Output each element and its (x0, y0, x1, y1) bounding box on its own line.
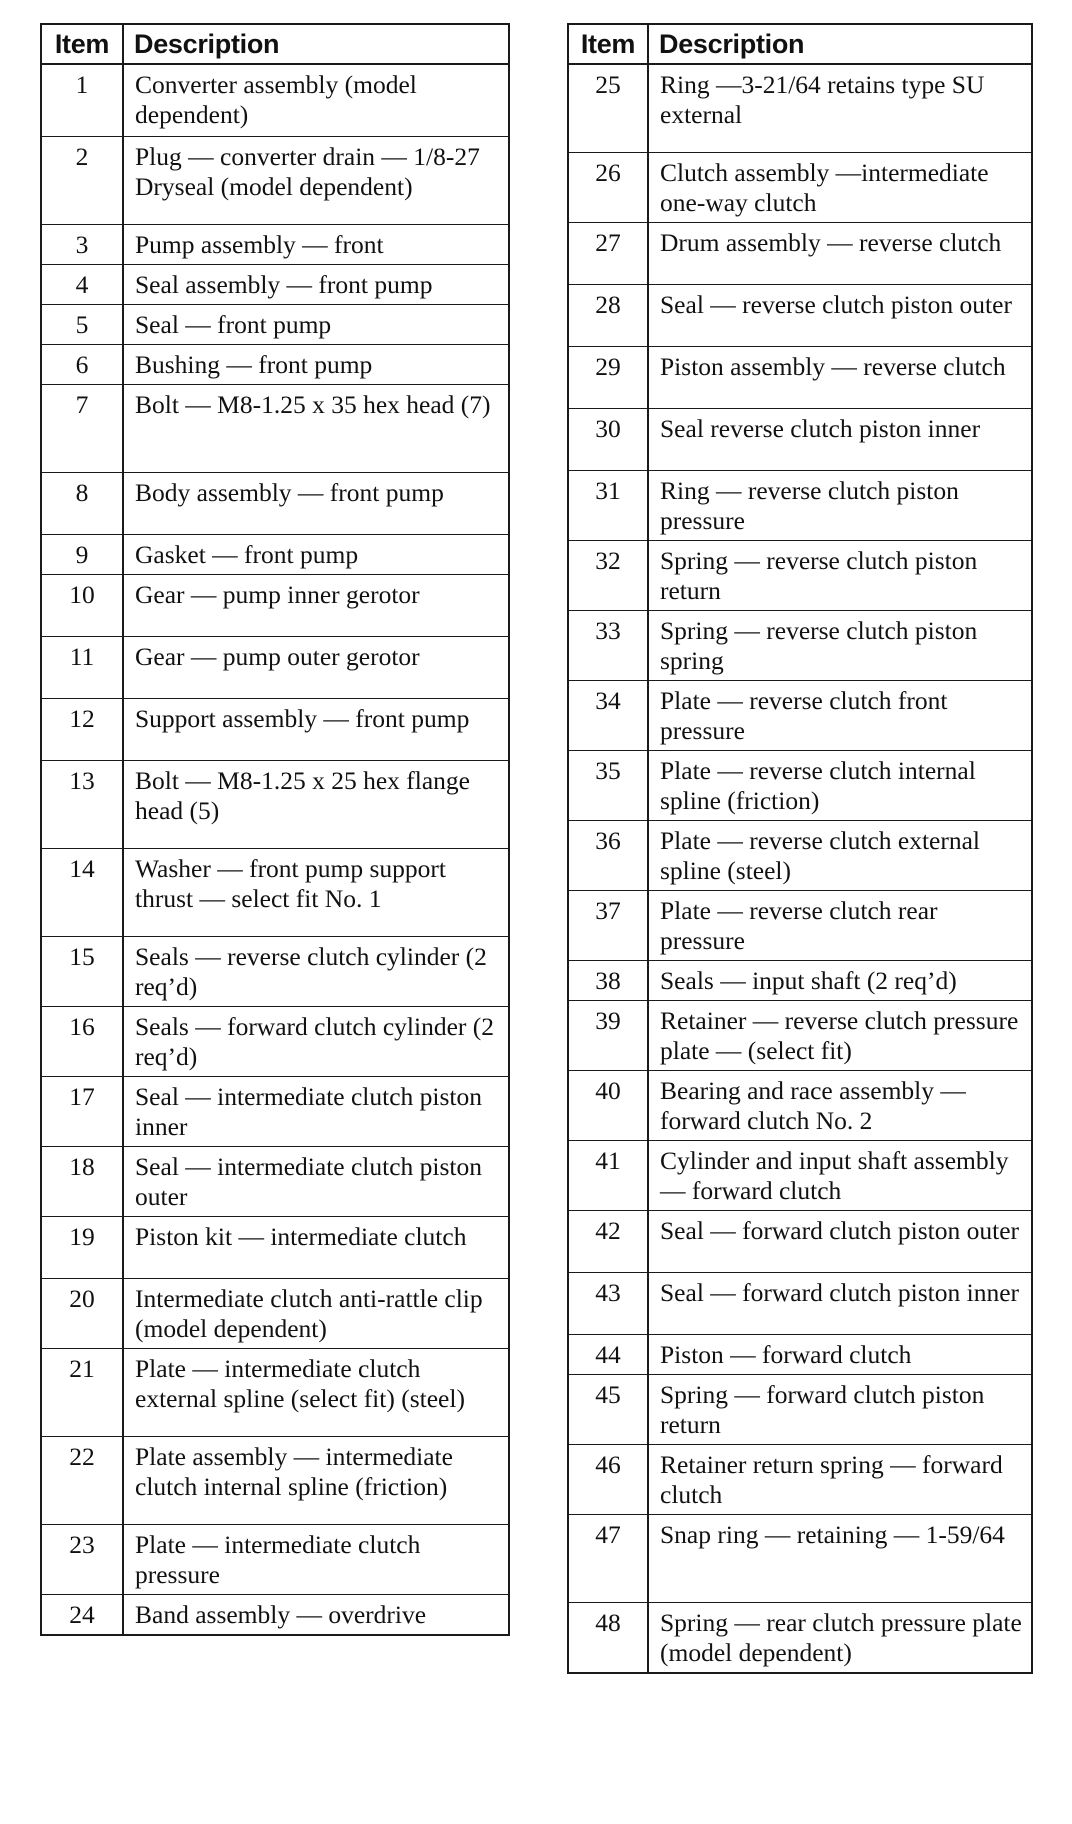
item-number: 31 (568, 470, 648, 540)
item-number: 13 (41, 760, 123, 848)
item-description: Spring — reverse clutch piston spring (648, 610, 1032, 680)
item-number: 10 (41, 574, 123, 636)
table-row (568, 1334, 1032, 1374)
table-row (568, 820, 1032, 890)
table-row (568, 1444, 1032, 1514)
item-number: 38 (568, 960, 648, 1000)
table-row (41, 534, 509, 574)
item-number: 28 (568, 284, 648, 346)
item-number: 9 (41, 534, 123, 574)
item-number: 39 (568, 1000, 648, 1070)
table-row (41, 1006, 509, 1076)
item-description: Seal assembly — front pump (123, 264, 509, 304)
table-row (568, 284, 1032, 346)
item-number: 7 (41, 384, 123, 472)
item-number: 18 (41, 1146, 123, 1216)
item-number: 2 (41, 136, 123, 224)
item-number: 24 (41, 1594, 123, 1635)
parts-table-left (40, 23, 510, 1636)
item-description: Spring — reverse clutch piston return (648, 540, 1032, 610)
item-description: Drum assembly — reverse clutch (648, 222, 1032, 284)
table-row (568, 222, 1032, 284)
item-description: Plate — reverse clutch internal spline (friction) (648, 750, 1032, 820)
table-row (568, 680, 1032, 750)
item-description: Seal — intermediate clutch piston inner (123, 1076, 509, 1146)
item-number: 11 (41, 636, 123, 698)
item-description: Plate — intermediate clutch pressure (123, 1524, 509, 1594)
item-number: 5 (41, 304, 123, 344)
table-row (41, 1594, 509, 1635)
item-description: Spring — rear clutch pressure plate (model dependent) (660, 1607, 1022, 1667)
table-row (568, 890, 1032, 960)
item-number: 47 (568, 1514, 648, 1602)
table-row (41, 384, 509, 472)
item-number: 22 (41, 1436, 123, 1524)
table-row (568, 750, 1032, 820)
table-row (568, 1374, 1032, 1444)
item-description: Seals — forward clutch cylinder (2 req’d) (123, 1006, 509, 1076)
item-description: Seals — input shaft (2 req’d) (648, 960, 1032, 1000)
table-row (568, 346, 1032, 408)
item-description: Intermediate clutch anti-rattle clip (model dependent) (123, 1278, 509, 1348)
table-row (568, 1070, 1032, 1140)
item-description: Seal — forward clutch piston outer (648, 1210, 1032, 1272)
item-description: Bolt — M8-1.25 x 35 hex head (7) (123, 384, 509, 472)
table-row (41, 1348, 509, 1436)
item-number: 37 (568, 890, 648, 960)
item-description: Converter assembly (model dependent) (123, 64, 509, 136)
item-number: 25 (568, 64, 648, 152)
item-number: 48 (568, 1602, 648, 1673)
item-description: Cylinder and input shaft assembly — forward clutch (648, 1140, 1032, 1210)
table-row (41, 64, 509, 136)
item-number: 34 (568, 680, 648, 750)
item-number: 23 (41, 1524, 123, 1594)
item-number: 1 (41, 64, 123, 136)
table-row (568, 960, 1032, 1000)
item-description: Piston kit — intermediate clutch (123, 1216, 509, 1278)
table-row (568, 1210, 1032, 1272)
item-description: Plate — reverse clutch external spline (steel) (648, 820, 1032, 890)
description-column-header: Description (123, 24, 509, 64)
table-row (41, 574, 509, 636)
item-description: Spring — forward clutch piston return (648, 1374, 1032, 1444)
item-number: 35 (568, 750, 648, 820)
item-description: Washer — front pump support thrust — select fit No. 1 (123, 848, 509, 936)
item-description: Ring —3-21/64 retains type SU external (648, 64, 1032, 152)
item-number: 41 (568, 1140, 648, 1210)
item-description: Support assembly — front pump (123, 698, 509, 760)
item-description: Body assembly — front pump (123, 472, 509, 534)
item-number: 33 (568, 610, 648, 680)
table-row (41, 264, 509, 304)
item-description: Gasket — front pump (123, 534, 509, 574)
item-number: 26 (568, 152, 648, 222)
table-row (41, 1278, 509, 1348)
table-row (41, 936, 509, 1006)
table-row (41, 636, 509, 698)
item-description: Bolt — M8-1.25 x 25 hex flange head (5) (123, 760, 509, 848)
item-number: 19 (41, 1216, 123, 1278)
item-column-header: Item (568, 24, 648, 64)
item-description: Plate — reverse clutch rear pressure (648, 890, 1032, 960)
table-row (41, 698, 509, 760)
table-row (41, 1216, 509, 1278)
item-description: Gear — pump outer gerotor (123, 636, 509, 698)
table-row (41, 224, 509, 264)
description-column-header: Description (648, 24, 1032, 64)
item-description: Seal — intermediate clutch piston outer (123, 1146, 509, 1216)
table-row (568, 1514, 1032, 1602)
item-description: Seal — forward clutch piston inner (648, 1272, 1032, 1334)
item-number: 6 (41, 344, 123, 384)
item-description: Bearing and race assembly — forward clutch No. 2 (648, 1070, 1032, 1140)
item-description: Bushing — front pump (123, 344, 509, 384)
item-description: Pump assembly — front (123, 224, 509, 264)
table-row (41, 344, 509, 384)
table-row (568, 1602, 1032, 1673)
item-number: 16 (41, 1006, 123, 1076)
table-row (41, 1076, 509, 1146)
item-description: Gear — pump inner gerotor (123, 574, 509, 636)
item-number: 17 (41, 1076, 123, 1146)
table-row (568, 64, 1032, 152)
table-row (41, 136, 509, 224)
item-number: 3 (41, 224, 123, 264)
item-description: Seal — reverse clutch piston outer (648, 284, 1032, 346)
parts-table-right (567, 23, 1033, 1674)
item-number: 20 (41, 1278, 123, 1348)
item-number: 46 (568, 1444, 648, 1514)
item-description: Seal reverse clutch piston inner (648, 408, 1032, 470)
table-row (568, 540, 1032, 610)
table-row (568, 1272, 1032, 1334)
table-row (41, 1146, 509, 1216)
item-description: Plate assembly — intermediate clutch internal spline (friction) (123, 1436, 509, 1524)
item-description: Retainer return spring — forward clutch (648, 1444, 1032, 1514)
item-number: 36 (568, 820, 648, 890)
item-column-header: Item (41, 24, 123, 64)
item-description: Seal — front pump (123, 304, 509, 344)
item-description: Ring — reverse clutch piston pressure (648, 470, 1032, 540)
item-description: Plate — reverse clutch front pressure (648, 680, 1032, 750)
item-number: 43 (568, 1272, 648, 1334)
header-row (41, 24, 509, 64)
table-row (568, 1000, 1032, 1070)
item-description: Seals — reverse clutch cylinder (2 req’d) (123, 936, 509, 1006)
table-row (41, 304, 509, 344)
table-row (41, 472, 509, 534)
item-description: Piston — forward clutch (648, 1334, 1032, 1374)
item-description: Snap ring — retaining — 1-59/64 (648, 1514, 1032, 1602)
item-number: 45 (568, 1374, 648, 1444)
item-description: Plug — converter drain — 1/8-27 Dryseal (model dependent) (123, 136, 509, 224)
item-description: Plate — intermediate clutch external spline (select fit) (steel) (123, 1348, 509, 1436)
item-number: 12 (41, 698, 123, 760)
item-number: 32 (568, 540, 648, 610)
table-row (41, 848, 509, 936)
item-number: 21 (41, 1348, 123, 1436)
table-row (568, 408, 1032, 470)
item-number: 40 (568, 1070, 648, 1140)
table-row (568, 610, 1032, 680)
item-number: 4 (41, 264, 123, 304)
table-row (568, 1140, 1032, 1210)
item-number: 29 (568, 346, 648, 408)
table-row (41, 760, 509, 848)
item-number: 30 (568, 408, 648, 470)
item-description: Retainer — reverse clutch pressure plate — (select fit) (648, 1000, 1032, 1070)
item-number: 14 (41, 848, 123, 936)
table-row (41, 1524, 509, 1594)
item-number: 8 (41, 472, 123, 534)
table-row (568, 470, 1032, 540)
item-number: 27 (568, 222, 648, 284)
header-row (568, 24, 1032, 64)
item-number: 15 (41, 936, 123, 1006)
table-row (41, 1436, 509, 1524)
item-description: Clutch assembly —intermediate one-way clutch (648, 152, 1032, 222)
item-number: 42 (568, 1210, 648, 1272)
table-row (568, 152, 1032, 222)
item-number: 44 (568, 1334, 648, 1374)
item-description: Piston assembly — reverse clutch (648, 346, 1032, 408)
item-description: Band assembly — overdrive (135, 1599, 427, 1629)
